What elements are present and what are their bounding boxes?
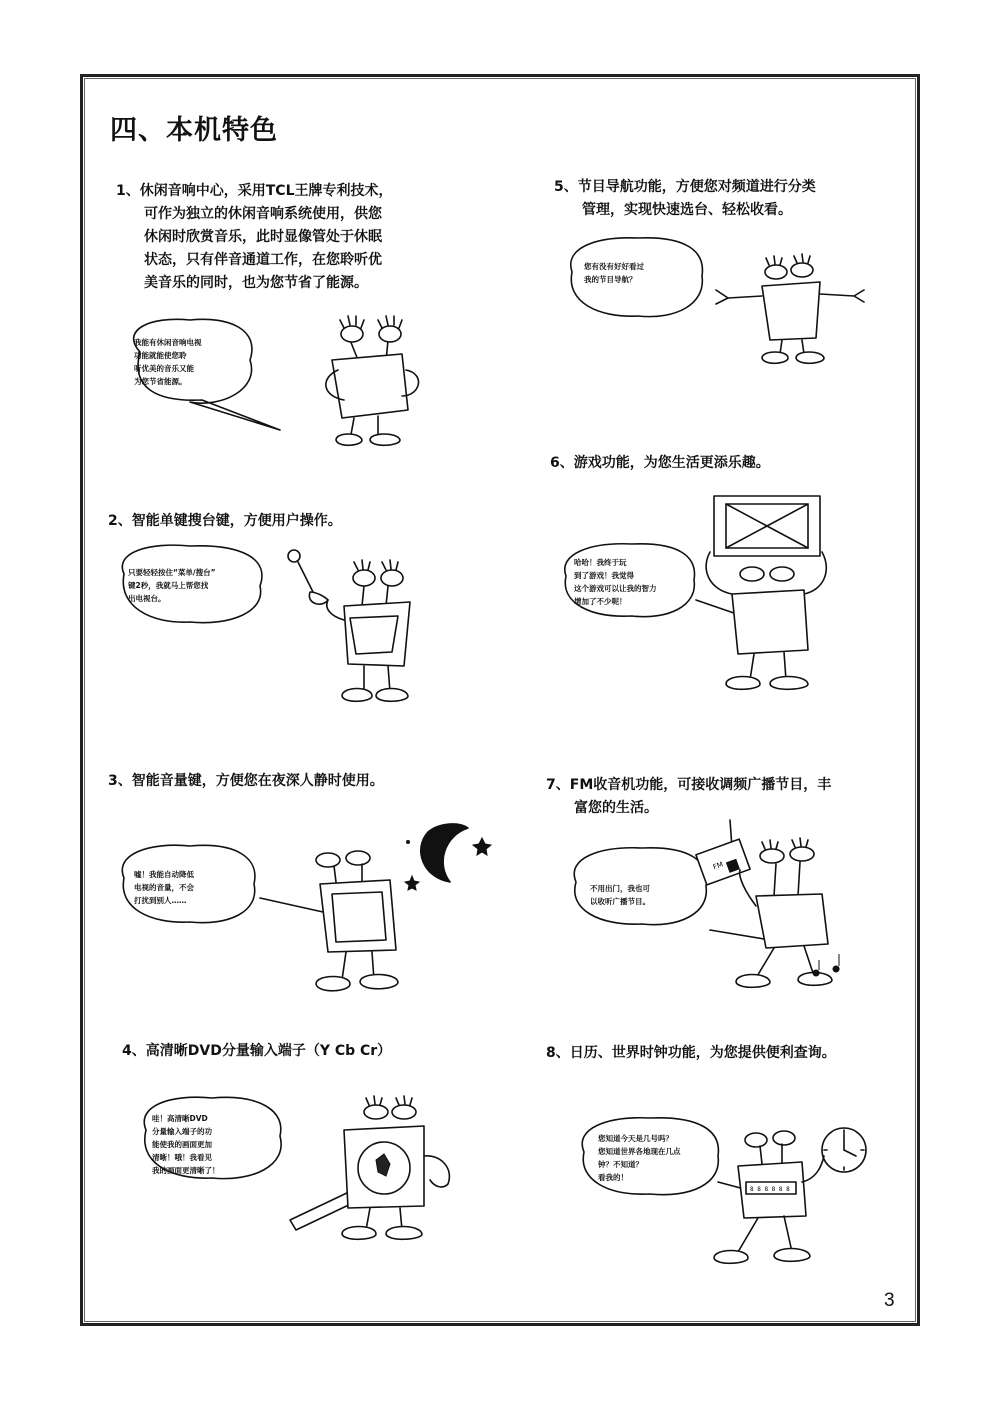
feature-4-line <box>122 1040 391 1063</box>
feature-number: 6、 <box>550 455 574 471</box>
feature-1-line: 美音乐的同时，也为您节省了能源。 <box>144 275 368 291</box>
feature-1-line: 状态，只有伴音通道工作，在您聆听优 <box>144 252 382 268</box>
feature-number: 4、 <box>122 1043 146 1059</box>
feature-text: 节目导航功能，方便您对频道进行分类 <box>577 179 816 195</box>
bubble-1-text: 我能有休闲音响电视 功能就能使您聆 听优美的音乐又能 为您节省能源。 <box>134 338 202 386</box>
feature-1-line <box>116 180 393 203</box>
feature-7 <box>546 774 831 820</box>
feature-number: 3、 <box>108 773 132 789</box>
feature-2 <box>108 510 342 533</box>
feature-text: 游戏功能，为您生活更添乐趣。 <box>573 455 770 471</box>
feature-text: 高清晰DVD分量输入端子（Y Cb Cr） <box>145 1043 392 1059</box>
feature-7-line: 富您的生活。 <box>574 800 658 816</box>
feature-1 <box>116 180 393 295</box>
feature-6-line <box>550 452 770 475</box>
feature-text: 智能单键搜台键，方便用户操作。 <box>131 513 342 529</box>
feature-text: 智能音量键，方便您在夜深人静时使用。 <box>131 773 384 789</box>
feature-3 <box>108 770 384 793</box>
bubble-5-text: 您有没有好好看过 我的节目导航？ <box>584 262 644 284</box>
feature-8 <box>546 1042 836 1065</box>
feature-number: 7、 <box>546 777 570 793</box>
feature-7-line <box>546 774 831 797</box>
bubble-2-text: 只要轻轻按住“菜单/搜台” 键2秒，我就马上帮您找 出电视台。 <box>128 568 216 603</box>
feature-text: 日历、世界时钟功能，为您提供便利查询。 <box>569 1045 836 1061</box>
feature-text: 休闲音响中心，采用TCL王牌专利技术， <box>139 183 393 199</box>
feature-5 <box>554 176 816 222</box>
feature-2-line <box>108 510 342 533</box>
illustration-5-navigation-tv <box>566 228 876 378</box>
feature-6 <box>550 452 770 475</box>
page-number: 3 <box>884 1290 895 1311</box>
section-title: 四、本机特色 <box>110 115 278 146</box>
feature-3-line <box>108 770 384 793</box>
feature-number: 1、 <box>116 183 140 199</box>
feature-1-line: 休闲时欣赏音乐，此时显像管处于休眠 <box>144 229 382 245</box>
feature-8-line <box>546 1042 836 1065</box>
feature-5-line: 管理，实现快速选台、轻松收看。 <box>582 202 792 218</box>
feature-number: 2、 <box>108 513 132 529</box>
bubble-7-text: 不用出门，我也可 以收听广播节目。 <box>590 884 650 906</box>
feature-text: FM收音机功能，可接收调频广播节目，丰 <box>569 777 832 793</box>
fm-display-label: FM <box>711 860 725 872</box>
feature-4 <box>122 1040 391 1063</box>
bubble-4-text: 哇！高清晰DVD 分量输入端子的功 能使我的画面更加 清晰！哦！我看见 我的画面更清晰了！ <box>152 1114 220 1175</box>
bubble-3-text: 嘘！我能自动降低 电视的音量，不会 打扰到别人…… <box>134 870 194 905</box>
feature-number: 8、 <box>546 1045 570 1061</box>
feature-1-line: 可作为独立的休闲音响系统使用，供您 <box>144 206 382 222</box>
bubble-6-text: 哈哈！我终于玩 到了游戏！我觉得 这个游戏可以让我的智力 增加了不少呢！ <box>574 558 657 606</box>
feature-5-line <box>554 176 816 199</box>
clock-digits: 8 8 8 8 8 8 <box>750 1186 790 1193</box>
illustration-7-fm-radio-tv <box>560 820 860 1010</box>
feature-number: 5、 <box>554 179 578 195</box>
illustration-3-night-tv <box>110 820 500 1010</box>
bubble-8-text: 您知道今天是几号吗？ 您知道世界各地现在几点 钟？不知道？ 看我的！ <box>598 1134 681 1182</box>
